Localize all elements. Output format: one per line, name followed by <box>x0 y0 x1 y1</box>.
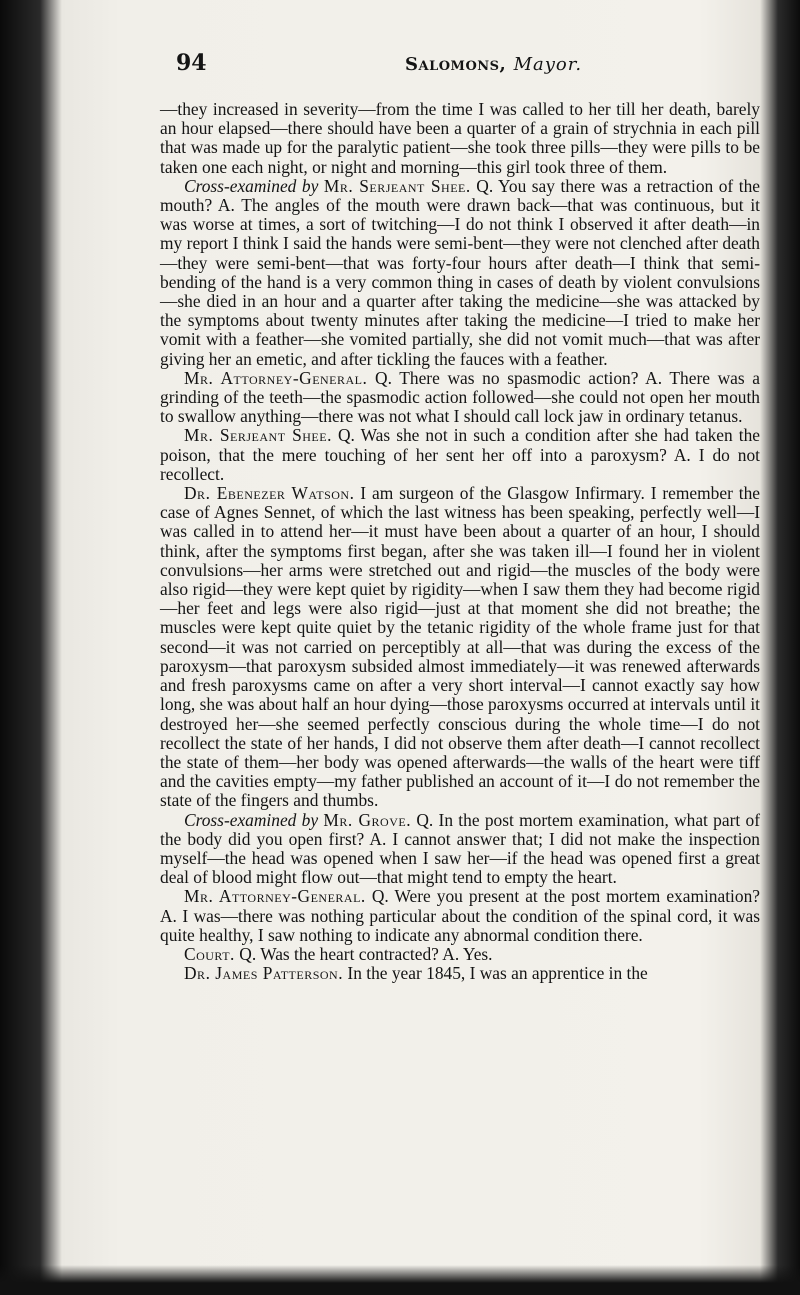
scan-bottom-shadow <box>0 1265 800 1295</box>
running-head-name: Salomons, <box>405 54 507 75</box>
paragraph-3 <box>160 369 760 427</box>
paragraph-2 <box>160 177 760 369</box>
speaker-name: Dr. James Patterson. <box>184 963 344 984</box>
paragraph-4 <box>160 426 760 484</box>
paragraph-5 <box>160 484 760 810</box>
speaker-name: Mr. Attorney-General. <box>184 886 366 907</box>
speaker-name: Court. <box>184 943 235 964</box>
paragraph-text: Q. In the post mortem examination, what part of the body did you open first? A. I cannot answer that; I did not make the inspection myself—the head was opened when I saw her—if the head was opened first a great deal of blood might flow out—that might tend to empty the heart. <box>160 809 760 888</box>
paragraph-text: Q. You say there was a retraction of the mouth? A. The angles of the mouth were drawn back—that was continuous, but it was worse at times, a sort of twitching—I do not think I observed it after death—in my report I think I said the hands were semi-bent—they were not clenched after death—they were semi-bent—that was forty-four hours after death—I think that semi-bending of the hand is a very common thing in cases of death by violent convulsions—she died in an hour and a quarter after taking the medicine—she was attacked by the symptoms about twenty minutes after taking the medicine—I tried to make her vomit with a feather—she vomited partially, she did not vomit much—that was after giving her an emetic, and after tickling the fauces with a feather. <box>160 175 760 369</box>
paragraph-text: —they increased in severity—from the time I was called to her till her death, barely an hour elapsed—there should have been a quarter of a grain of strychnia in each pill that was made up for the paralytic patient—she took three pills—they were pills to be taken one each night, or night and morning—this girl took three of them. <box>160 99 760 177</box>
page-number: 94 <box>176 50 207 76</box>
page-body <box>160 100 760 983</box>
running-head-title: Mayor. <box>513 54 583 75</box>
page-header <box>150 40 770 80</box>
speaker-name: Mr. Serjeant Shee. <box>184 425 332 446</box>
paragraph-lead: Cross-examined by <box>184 809 319 830</box>
paragraph-9 <box>160 964 760 983</box>
speaker-name: Mr. Grove. <box>323 809 412 830</box>
paragraph-text: Q. Was she not in such a condition after she had taken the poison, that the mere touching of her sent her off into a paroxysm? A. I do not recollect. <box>160 425 760 484</box>
book-page <box>150 40 770 1260</box>
paragraph-8 <box>160 945 760 964</box>
paragraph-text: In the year 1845, I was an apprentice in the <box>343 963 648 984</box>
paragraph-text: Q. There was no spasmodic action? A. There was a grinding of the teeth—the spasmodic action followed—she could not open her mouth to swallow anything—there was not what I should call lock jaw in ordinary tetanus. <box>160 367 761 427</box>
paragraph-text: Q. Was the heart contracted? A. Yes. <box>234 943 493 964</box>
speaker-name: Dr. Ebenezer Watson. <box>184 483 355 504</box>
paragraph-6 <box>160 811 760 888</box>
paragraph-lead: Cross-examined by <box>184 175 319 196</box>
speaker-name: Mr. Attorney-General. <box>184 367 368 388</box>
paragraph-text: I am surgeon of the Glasgow Infirmary. I remember the case of Agnes Sennet, of which the last witness has been speaking, perfectly well—I was called in to attend her—it must have been about a quarter of an hour, I should think, after the symptoms first began, after she was taken ill—I found her in violent convulsions—her arms were stretched out and rigid—the muscles of the body were also rigid—they were kept quiet by rigidity—when I saw them they had become rigid—her feet and legs were also rigid—just at that moment she did not breathe; the muscles were kept quite quiet by the tetanic rigidity of the whole frame just for that second—it was not carried on perceptibly at all—that was during the excess of the paroxysm—that paroxysm subsided almost immediately—it was renewed afterwards and fresh paroxysms came on after a very short interval—I cannot exactly say how long, she was about half an hour dying—those paroxysms occurred at intervals until it destroyed her—she seemed perfectly conscious during the whole time—I do not recollect the state of her hands, I did not observe them after death—I cannot recollect the state of them—her body was opened afterwards—the walls of the heart were tiff and the cavities empty—my father published an account of it—I do not remember the state of the fingers and thumbs. <box>160 483 760 811</box>
paragraph-7 <box>160 887 760 945</box>
paragraph-text: Q. Were you present at the post mortem examination? A. I was—there was nothing particular about the condition of the spinal cord, it was quite healthy, I saw nothing to indicate any abnormal condition there. <box>160 886 760 945</box>
paragraph-1 <box>160 100 760 177</box>
running-head <box>405 54 582 75</box>
speaker-name: Mr. Serjeant Shee. <box>323 175 471 196</box>
